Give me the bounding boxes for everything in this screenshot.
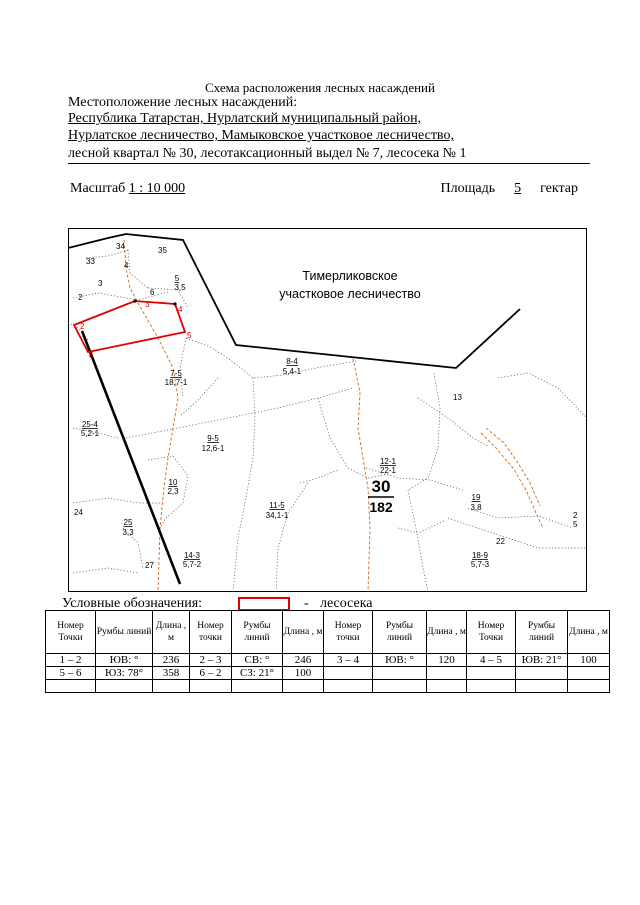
location-line-1: Республика Татарстан, Нурлатский муниципальный район, — [68, 111, 422, 126]
parcel-13: 13 — [453, 393, 462, 402]
header-length-1: Длина , м — [153, 611, 190, 654]
scale-row — [70, 181, 185, 197]
parcel-2: 2 — [78, 293, 83, 302]
parcel-5-number: 5 — [174, 274, 180, 283]
parcel-24: 24 — [74, 508, 83, 517]
scale-value: 1 : 10 000 — [128, 181, 186, 196]
parcel-25-data: 3,3 — [122, 528, 134, 537]
parcel-22: 22 — [496, 537, 505, 546]
parcel-25-number: 25 — [123, 518, 133, 527]
scale-label: Масштаб — [70, 181, 126, 196]
legend-cutting-area-text: лесосека — [320, 596, 373, 611]
parcel-5-data: 3,5 — [174, 283, 186, 292]
parcel-4: 4 — [124, 261, 129, 270]
table-cell: 3 – 4 — [324, 654, 373, 667]
header-point-1: Номер Точки — [46, 611, 96, 654]
point-label-5: 5 — [187, 331, 192, 340]
header-point-2: Номер точки — [190, 611, 232, 654]
table-cell — [568, 667, 610, 680]
table-cell: 100 — [568, 654, 610, 667]
header-bearing-2: Румбы линий — [232, 611, 283, 654]
table-cell: 100 — [283, 667, 324, 680]
parcel-2-right: 2 — [573, 511, 578, 520]
table-header-row — [46, 611, 610, 654]
area-value: 5 — [514, 181, 522, 196]
table-row — [46, 667, 610, 680]
parcel-12-1-data: 22-1 — [379, 466, 397, 475]
table-cell — [373, 667, 427, 680]
parcel-19-number: 19 — [471, 493, 481, 502]
table-cell: 1 – 2 — [46, 654, 96, 667]
table-cell — [568, 680, 610, 693]
location-label: Местоположение лесных насаждений: — [68, 95, 298, 110]
header-bearing-1: Румбы линий — [96, 611, 153, 654]
table-cell — [516, 680, 568, 693]
parcel-14-3-number: 14-3 — [183, 551, 201, 560]
parcel-9-5-data: 12,6-1 — [201, 444, 225, 453]
parcel-9-5-number: 9-5 — [207, 434, 219, 443]
forest-map — [68, 228, 587, 592]
area-label: Площадь — [440, 181, 496, 196]
table-cell: ЮВ: ° — [373, 654, 427, 667]
parcel-7-5-number: 7-5 — [170, 369, 182, 378]
table-cell — [373, 680, 427, 693]
table-cell: 246 — [283, 654, 324, 667]
location-line-2: Нурлатское лесничество, Мамыковское участковое лесничество, — [68, 128, 454, 143]
header-length-4: Длина , м — [568, 611, 610, 654]
table-cell: ЮЗ: 78° — [96, 667, 153, 680]
parcel-3: 3 — [98, 279, 103, 288]
legend-label: Условные обозначения: — [62, 596, 203, 611]
parcel-11-5-number: 11-5 — [269, 501, 285, 510]
point-label-6: 6 — [89, 351, 94, 360]
point-label-2: 2 — [80, 322, 85, 331]
parcel-7-5-data: 18,7-1 — [164, 378, 188, 387]
header-point-4: Номер Точки — [467, 611, 516, 654]
parcel-12-1-number: 12-1 — [379, 457, 397, 466]
legend-cutting-area-swatch — [238, 597, 290, 611]
quarter-area: 182 — [369, 499, 393, 515]
parcel-5-right: 5 — [573, 520, 578, 529]
area-row — [440, 181, 578, 197]
table-cell — [467, 667, 516, 680]
document-title: Схема расположения лесных насаждений — [205, 80, 435, 95]
table-cell: 2 – 3 — [190, 654, 232, 667]
parcel-8-4-number: 8-4 — [286, 357, 298, 366]
parcel-14-3-data: 5,7-2 — [182, 560, 202, 569]
location-underline — [68, 163, 590, 164]
table-cell: 120 — [427, 654, 467, 667]
parcel-8-4-data: 5,4-1 — [282, 367, 302, 376]
parcel-11-5-data: 34,1-1 — [265, 511, 289, 520]
points-table — [45, 610, 610, 693]
table-cell — [427, 667, 467, 680]
table-cell: 4 – 5 — [467, 654, 516, 667]
point-label-4: 4 — [178, 305, 183, 314]
table-cell — [153, 680, 190, 693]
parcel-6: 6 — [150, 288, 155, 297]
parcel-35: 35 — [158, 246, 167, 255]
header-length-3: Длина , м — [427, 611, 467, 654]
location-line-3: лесной квартал № 30, лесотаксационный выдел № 7, лесосека № 1 — [68, 146, 467, 161]
header-bearing-4: Румбы линий — [516, 611, 568, 654]
header-bearing-3: Румбы линий — [373, 611, 427, 654]
parcel-10-number: 10 — [168, 478, 178, 487]
quarter-number: 30 — [371, 477, 391, 496]
parcel-18-9-number: 18-9 — [471, 551, 489, 560]
parcel-34: 34 — [116, 242, 125, 251]
table-cell — [427, 680, 467, 693]
table-cell — [324, 667, 373, 680]
table-cell: 6 – 2 — [190, 667, 232, 680]
table-cell — [324, 680, 373, 693]
table-cell — [283, 680, 324, 693]
table-cell — [232, 680, 283, 693]
table-cell: ЮВ: 21° — [516, 654, 568, 667]
table-cell — [190, 680, 232, 693]
neighbor-label-line-1: Тимерликовское — [302, 269, 398, 283]
parcel-25-4-data: 5,2-1 — [80, 429, 100, 438]
neighbor-label-line-2: участковое лесничество — [279, 287, 421, 301]
table-cell: 5 – 6 — [46, 667, 96, 680]
parcel-33: 33 — [86, 257, 95, 266]
table-cell: 358 — [153, 667, 190, 680]
table-cell — [46, 680, 96, 693]
table-cell: 236 — [153, 654, 190, 667]
parcel-27: 27 — [145, 561, 154, 570]
table-row — [46, 680, 610, 693]
parcel-19-data: 3,8 — [470, 503, 482, 512]
parcel-18-9-data: 5,7-3 — [470, 560, 490, 569]
area-unit: гектар — [540, 181, 578, 196]
header-point-3: Номер точки — [324, 611, 373, 654]
header-length-2: Длина , м — [283, 611, 324, 654]
table-cell — [516, 667, 568, 680]
parcel-25-4-number: 25-4 — [81, 420, 99, 429]
table-cell: СЗ: 21° — [232, 667, 283, 680]
table-row — [46, 654, 610, 667]
table-cell — [467, 680, 516, 693]
table-cell: ЮВ: ° — [96, 654, 153, 667]
legend-dash: - — [304, 596, 309, 611]
table-cell: СВ: ° — [232, 654, 283, 667]
point-label-3: 3 — [145, 300, 150, 309]
parcel-10-data: 2,3 — [167, 487, 179, 496]
table-cell — [96, 680, 153, 693]
